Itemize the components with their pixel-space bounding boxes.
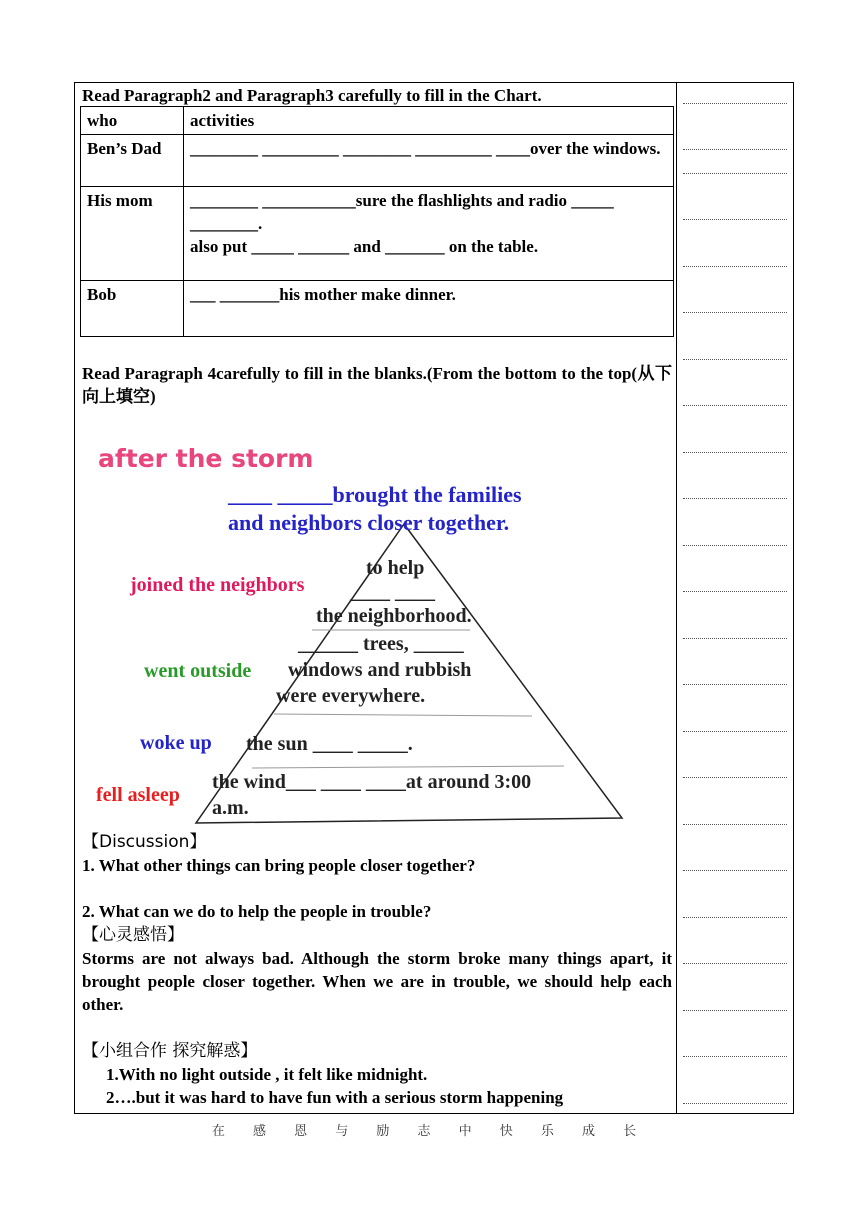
discussion-title: [82, 830, 672, 854]
tier1-line: ____ ____: [350, 581, 435, 603]
tier2-line: ______ trees, _____: [298, 633, 464, 655]
question-1: 1. What other things can bring people closer together?: [82, 856, 476, 875]
reflection-title: [82, 923, 672, 947]
spacer: [82, 877, 672, 900]
group-title: [82, 1039, 672, 1063]
activities-chart: [80, 106, 674, 337]
spacer: [82, 1016, 672, 1039]
note-line: [683, 1103, 787, 1104]
note-line: [683, 266, 787, 267]
storm-pyramid: [92, 438, 652, 828]
note-line: [683, 1010, 787, 1011]
header-activities: activities: [184, 107, 674, 135]
note-line: [683, 591, 787, 592]
note-line: [683, 824, 787, 825]
group-item-2: 2….but it was hard to have fun with a serious storm happening: [106, 1088, 564, 1107]
note-line: [683, 684, 787, 685]
tier-line: [274, 714, 532, 716]
paragraph4-heading: Read Paragraph 4carefully to fill in the blanks.(From the bottom to the top(从下向上填空): [82, 364, 672, 406]
tier2-line: were everywhere.: [276, 685, 426, 707]
tier4-line: a.m.: [212, 797, 249, 819]
tier1-line: the neighborhood.: [316, 605, 472, 627]
fell-asleep-label: fell asleep: [96, 784, 180, 806]
note-line: [683, 149, 787, 150]
note-line: [683, 405, 787, 406]
group-item-1: 1.With no light outside , it felt like midnight.: [106, 1065, 428, 1084]
went-outside-label: went outside: [144, 660, 252, 682]
reflection-title-text: 【心灵感悟】: [82, 925, 184, 945]
discussion-title-text: 【Discussion】: [82, 832, 207, 852]
row-who: His mom: [81, 187, 184, 281]
row-who: Bob: [81, 281, 184, 337]
woke-up-label: woke up: [140, 732, 212, 754]
note-line: [683, 359, 787, 360]
note-line: [683, 638, 787, 639]
row-activity: [184, 187, 674, 281]
tier1-line: to help: [366, 557, 425, 579]
note-line: [683, 312, 787, 313]
note-line: [683, 870, 787, 871]
top-caption-line2: and neighbors closer together.: [228, 510, 510, 535]
group-title-text: 【小组合作 探究解惑】: [82, 1041, 258, 1061]
tier2-line: windows and rubbish: [288, 659, 472, 681]
top-caption-line1: ____ _____brought the families: [228, 482, 522, 507]
activity-line: also put _____ ______ and _______ on the table.: [190, 237, 539, 256]
row-activity: ________ _________ ________ _________ ____over the windows.: [184, 135, 674, 187]
row-who: Ben’s Dad: [81, 135, 184, 187]
note-line: [683, 545, 787, 546]
row-activity: ___ _______his mother make dinner.: [184, 281, 674, 337]
note-line: [683, 963, 787, 964]
note-line: [683, 917, 787, 918]
activity-line: ________ ___________sure the flashlights and radio _____ ________.: [190, 191, 614, 233]
note-line: [683, 1056, 787, 1057]
note-line: [683, 731, 787, 732]
page-footer: 在 感 恩 与 励 志 中 快 乐 成 长: [211, 1124, 649, 1139]
tier4-line: the wind___ ____ ____at around 3:00: [212, 771, 532, 793]
header-who: who: [81, 107, 184, 135]
note-line: [683, 219, 787, 220]
reflection-text: Storms are not always bad. Although the storm broke many things apart, it brought people closer together. When we are in trouble, we should help each other.: [82, 949, 672, 1014]
tier3-line: the sun ____ _____.: [246, 733, 413, 755]
discussion-section: [82, 830, 672, 1109]
column-divider: [676, 82, 677, 1114]
note-line: [683, 452, 787, 453]
chart-heading: Read Paragraph2 and Paragraph3 carefully to fill in the Chart.: [82, 86, 542, 105]
joined-neighbors-label: joined the neighbors: [130, 574, 305, 596]
note-line: [683, 498, 787, 499]
main-column: [78, 82, 674, 1114]
note-line: [683, 103, 787, 104]
tier-line: [252, 766, 564, 768]
after-storm-label: after the storm: [98, 444, 314, 473]
note-line: [683, 777, 787, 778]
question-2: 2. What can we do to help the people in trouble?: [82, 902, 432, 921]
note-line: [683, 173, 787, 174]
